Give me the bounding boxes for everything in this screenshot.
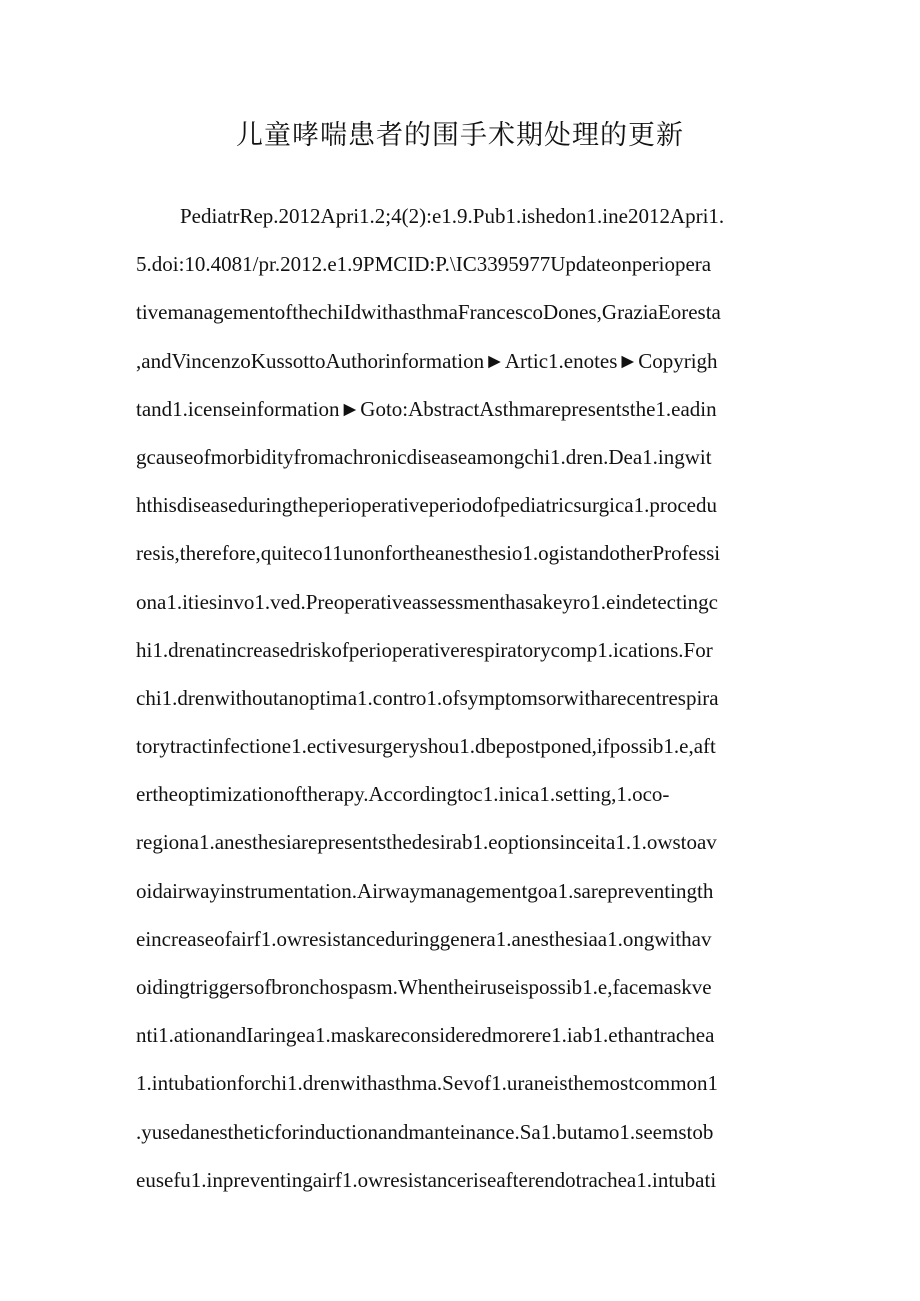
body-line: gcauseofmorbidityfromachronicdiseaseamongchi1.dren.Dea1.ingwit [136,444,712,469]
body-line: ertheoptimizationoftherapy.Accordingtoc1.inica1.setting,1.oco- [136,782,670,807]
body-line: ,andVincenzoKussottoAuthorinformation►Artic1.enotes►Copyrigh [136,348,718,373]
body-line: ona1.itiesinvo1.ved.Preoperativeassessmenthasakeyro1.eindetectingc [136,589,718,614]
body-line: oidingtriggersofbronchospasm.Whentheiruseispossib1.e,facemaskve [136,975,712,999]
document-body [136,192,786,1204]
body-line: PediatrRep.2012Apri1.2;4(2):e1.9.Pub1.ishedon1.ine2012Apri1. [180,204,725,228]
body-line: tivemanagementofthechiIdwithasthmaFrancescoDones,GraziaEoresta [136,300,721,325]
body-line: eusefu1.inpreventingairf1.owresistanceriseafterendotrachea1.intubati [136,1167,717,1192]
body-line: eincreaseofairf1.owresistanceduringgenera1.anesthesiaa1.ongwithav [136,926,712,951]
body-line: nti1.ationandIaringea1.maskareconsideredmorere1.iab1.ethantrachea [136,1023,715,1048]
body-line: 1.intubationforchi1.drenwithasthma.Sevof1.uraneisthemostcommon1 [136,1071,719,1096]
body-line: oidairwayinstrumentation.Airwaymanagementgoa1.sarepreventingth [136,878,714,903]
body-line: hi1.drenatincreasedriskofperioperativerespiratorycomp1.ications.For [136,637,713,662]
body-line: resis,therefore,quiteco11unonfortheanesthesio1.ogistandotherProfessi [136,541,721,566]
body-line: torytractinfectione1.ectivesurgeryshou1.dbepostponed,ifpossib1.e,aft [136,734,716,759]
body-line: regiona1.anesthesiarepresentsthedesirab1.eoptionsinceita1.1.owstoav [136,830,717,855]
document-title: 儿童哮喘患者的围手术期处理的更新 [236,120,684,151]
body-line: 5.doi:10.4081/pr.2012.e1.9PMCID:P.\IC3395977Updateonperiopera [136,252,712,277]
body-line: .yusedanestheticforinductionandmanteinance.Sa1.butamo1.seemstob [136,1119,714,1144]
body-line: hthisdiseaseduringtheperioperativeperiodofpediatricsurgica1.procedu [136,493,717,518]
body-line: tand1.icenseinformation►Goto:AbstractAsthmarepresentsthe1.eadin [136,396,717,421]
body-line: chi1.drenwithoutanoptima1.contro1.ofsymptomsorwitharecentrespira [136,685,719,710]
